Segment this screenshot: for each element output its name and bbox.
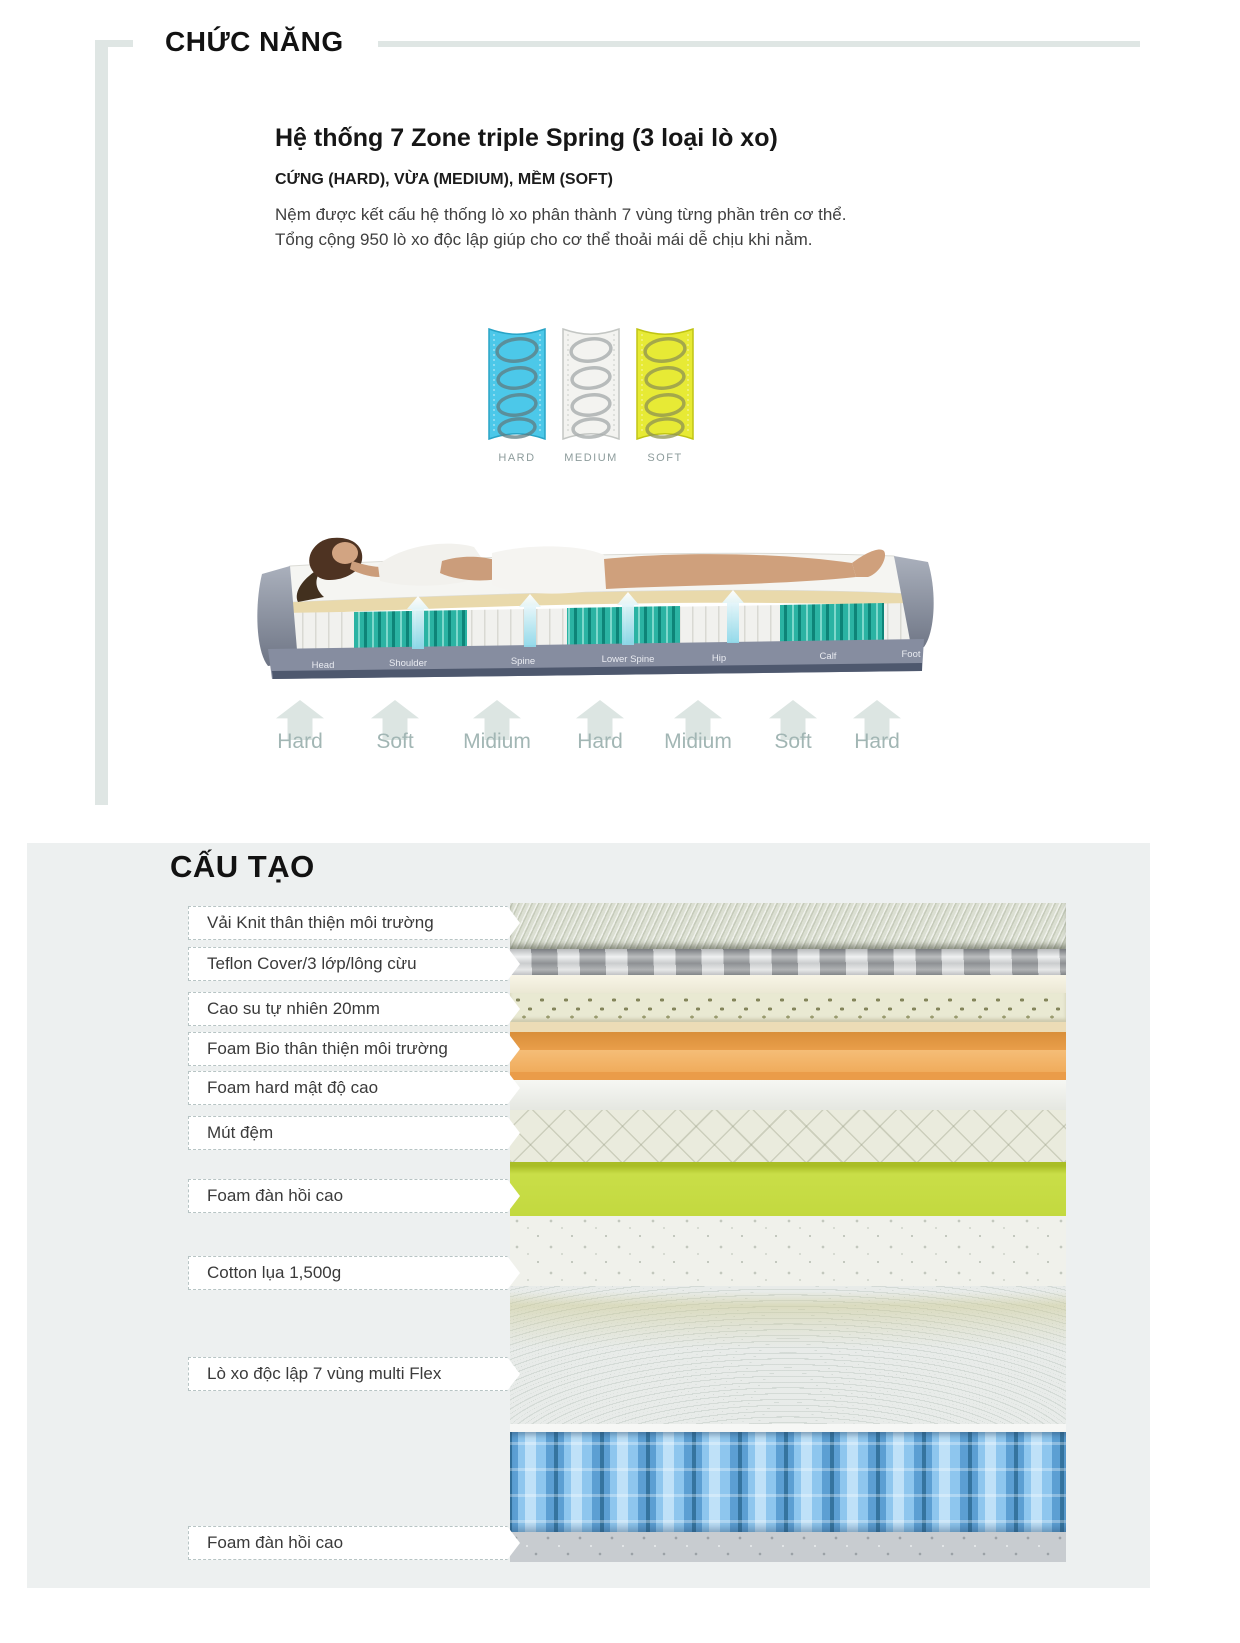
layer-callout-latex bbox=[188, 992, 508, 1026]
layer-callout-elastic-foam bbox=[188, 1179, 508, 1213]
system-subtitle: CỨNG (HARD), VỪA (MEDIUM), MỀM (SOFT) bbox=[275, 171, 613, 188]
layer-bio-foam bbox=[510, 1050, 1066, 1072]
layer-hard-foam bbox=[510, 1080, 1066, 1110]
zone-label-spine: Spine bbox=[510, 656, 536, 667]
layer-hard-foam-edge bbox=[510, 1072, 1066, 1080]
layer-white-strip bbox=[510, 1424, 1066, 1432]
firmness-label: Hard bbox=[854, 730, 900, 753]
left-accent-bar bbox=[95, 40, 108, 805]
zone-label-foot: Foot bbox=[901, 649, 921, 660]
layer-callout-knit bbox=[188, 906, 508, 940]
layer-quilted-padding bbox=[510, 1110, 1066, 1162]
hard-spring-icon bbox=[486, 322, 548, 446]
spring-types-figure bbox=[486, 322, 696, 464]
layer-callout-text: Cotton lụa 1,500g bbox=[207, 1263, 342, 1282]
zone-label-calf: Calf bbox=[819, 651, 837, 662]
spring-pocket-hard bbox=[486, 322, 548, 464]
corner-accent-bar bbox=[95, 40, 133, 47]
mattress-layers-photo bbox=[510, 903, 1066, 1562]
layer-callout-text: Lò xo độc lập 7 vùng multi Flex bbox=[207, 1364, 442, 1383]
layer-knit-fabric bbox=[510, 903, 1066, 949]
firmness-label: Midium bbox=[463, 730, 531, 753]
layer-callout-text: Foam Bio thân thiện môi trường bbox=[207, 1039, 448, 1058]
zone-label-shoulder: Shoulder bbox=[388, 658, 428, 669]
layer-mesh-net bbox=[510, 1286, 1066, 1424]
layer-callout-cotton bbox=[188, 1256, 508, 1290]
layer-callout-text: Teflon Cover/3 lớp/lông cừu bbox=[207, 954, 417, 973]
layer-callout-base-foam bbox=[188, 1526, 508, 1560]
layer-callout-text: Mút đệm bbox=[207, 1123, 274, 1142]
mattress-illustration bbox=[252, 500, 942, 685]
layer-callout-text: Foam đàn hồi cao bbox=[207, 1186, 344, 1205]
layer-callout-padding bbox=[188, 1116, 508, 1150]
layer-callout-springs bbox=[188, 1357, 508, 1391]
firmness-label: Soft bbox=[774, 730, 812, 753]
layer-base-foam bbox=[510, 1532, 1066, 1562]
firmness-label: Hard bbox=[277, 730, 323, 753]
layer-callout-text: Cao su tự nhiên 20mm bbox=[207, 999, 380, 1018]
functions-heading: CHỨC NĂNG bbox=[165, 26, 344, 57]
hard-spring-label: HARD bbox=[498, 452, 536, 464]
layer-callout-text: Vải Knit thân thiện môi trường bbox=[207, 913, 434, 932]
spring-pocket-medium bbox=[560, 322, 622, 464]
heading-divider-line bbox=[378, 41, 1140, 47]
layer-callout-foam-hard bbox=[188, 1071, 508, 1105]
mattress-zones-figure bbox=[252, 500, 942, 685]
layer-callout-text: Foam hard mật độ cao bbox=[207, 1078, 379, 1097]
soft-spring-label: SOFT bbox=[647, 452, 683, 464]
spring-pocket-soft bbox=[634, 322, 696, 464]
structure-heading: CẤU TẠO bbox=[170, 849, 315, 884]
layer-callout-teflon bbox=[188, 947, 508, 981]
firmness-label: Midium bbox=[664, 730, 732, 753]
medium-spring-label: MEDIUM bbox=[564, 452, 618, 464]
layer-silk-cotton bbox=[510, 1216, 1066, 1286]
layer-tan-foam bbox=[510, 1022, 1066, 1032]
layer-natural-latex bbox=[510, 993, 1066, 1022]
description-line: Tổng cộng 950 lò xo độc lập giúp cho cơ thể thoải mái dễ chịu khi nằm. bbox=[275, 230, 813, 249]
layer-cream-latex bbox=[510, 975, 1066, 993]
layer-pocket-springs bbox=[510, 1432, 1066, 1532]
firmness-label: Soft bbox=[376, 730, 414, 753]
system-title: Hệ thống 7 Zone triple Spring (3 loại lò xo) bbox=[275, 124, 778, 152]
zone-label-lower-spine: Lower Spine bbox=[601, 654, 655, 665]
layer-callout-text: Foam đàn hồi cao bbox=[207, 1533, 344, 1552]
layer-elastic-foam bbox=[510, 1162, 1066, 1216]
soft-spring-icon bbox=[634, 322, 696, 446]
system-description bbox=[275, 202, 846, 252]
description-line: Nệm được kết cấu hệ thống lò xo phân thành 7 vùng từng phần trên cơ thể. bbox=[275, 205, 847, 224]
layer-teflon-cover bbox=[510, 949, 1066, 975]
firmness-label: Hard bbox=[577, 730, 623, 753]
layer-bio-foam-top bbox=[510, 1032, 1066, 1050]
layer-callout-foam-bio bbox=[188, 1032, 508, 1066]
medium-spring-icon bbox=[560, 322, 622, 446]
zone-label-hip: Hip bbox=[711, 653, 727, 664]
zone-label-head: Head bbox=[311, 660, 335, 671]
